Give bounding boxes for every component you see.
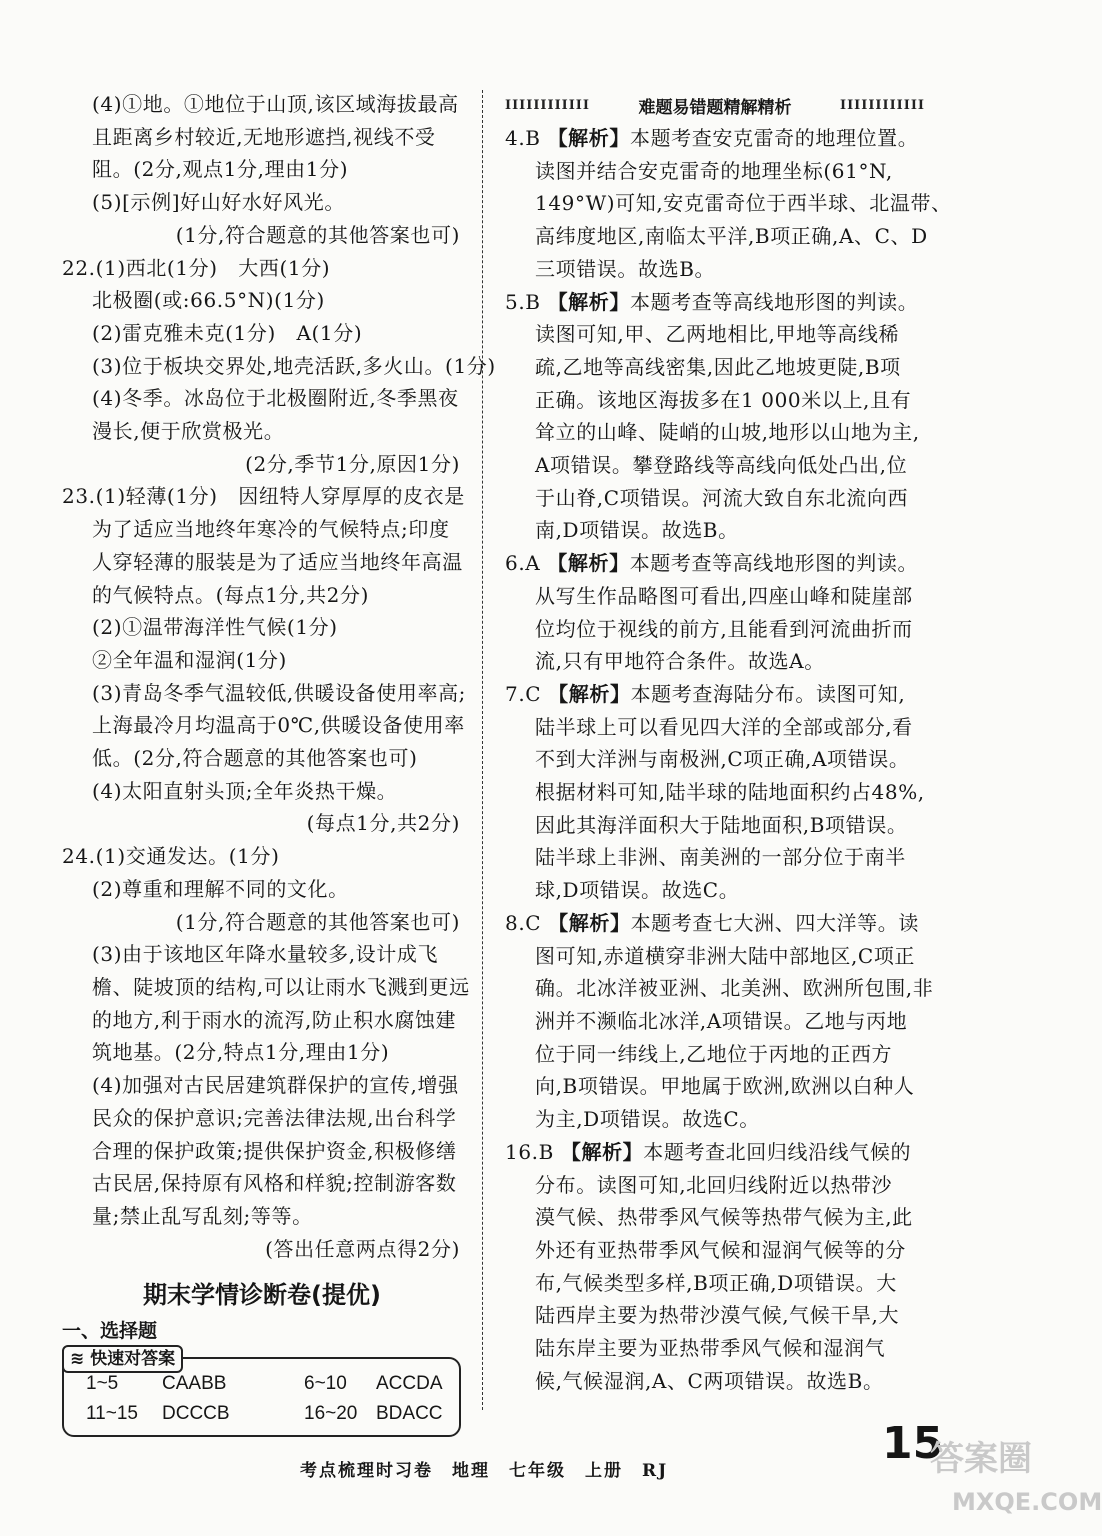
q22-answer [62,252,496,481]
page-number: 15 [882,1418,944,1469]
explanation-line: 洲并不濒临北冰洋,A项错误。乙地与丙地 [535,1008,908,1033]
explanation-line: 为主,D项错误。故选C。 [535,1107,760,1132]
answer-line: 量;禁止乱写乱刻;等等。 [92,1203,313,1228]
analysis-tag: 【解析】 [560,1139,644,1164]
answer-line: 漫长,便于欣赏极光。 [92,419,285,444]
analysis-tag: 【解析】 [547,289,630,314]
answer-line: 檐、陡坡顶的结构,可以让雨水飞溅到更远 [92,974,470,999]
answer-line: 筑地基。(2分,特点1分,理由1分) [92,1040,390,1065]
explanation-first-line [505,286,925,319]
explanation-text: 本题考查海陆分布。读图可知, [630,681,906,706]
explanation-line: 根据材料可知,陆半球的陆地面积约占48%, [535,780,925,805]
score-note: (每点1分,共2分) [306,811,460,836]
explanation-first-line [505,907,925,940]
explanation-list [505,122,952,1397]
answer-line: (4)太阳直射头顶;全年炎热干燥。 [92,778,398,803]
question-number-line: 23.(1)轻薄(1分) 因纽特人穿厚厚的皮衣是 [62,484,465,509]
answer-line: (2)雷克雅未克(1分) A(1分) [92,320,363,345]
explanation-line: 不到大洋洲与南极洲,C项正确,A项错误。 [535,747,910,772]
explanation-line: 因此其海洋面积大于陆地面积,B项错误。 [535,812,908,837]
decor-stripes-right: IIIIIIIIIIII [840,97,925,113]
analysis-tag: 【解析】 [547,551,630,576]
section-subtitle: 一、选择题 [62,1320,158,1343]
explanation-line: 于山脊,C项错误。河流大致自东北流向西 [535,485,909,510]
quick-answer-label-text: 快速对答案 [90,1349,176,1370]
answer-line: (2)①温带海洋性气候(1分) [92,615,338,640]
explanation-line: 陆半球上非洲、南美洲的一部分位于南半 [535,845,906,870]
answer-line: (4)冬季。冰岛位于北极圈附近,冬季黑夜 [92,386,459,411]
answer-line: (2)尊重和理解不同的文化。 [92,876,349,901]
answer-row [86,1403,443,1425]
explanation-first-line [505,678,925,711]
answer-line: 的地方,利于雨水的流泻,防止积水腐蚀建 [92,1007,457,1032]
explanation-line: 陆东岸主要为亚热带季风气候和湿润气 [535,1336,886,1361]
explanation-item [505,286,925,548]
q23-answer [62,480,467,840]
explanation-item [505,678,925,907]
answer-letters: BDACC [376,1403,443,1425]
explanation-line: 读图并结合安克雷奇的地理坐标(61°N, [535,158,893,183]
answer-line: 阻。(2分,观点1分,理由1分) [92,157,349,182]
explanation-text: 本题考查等高线地形图的判读。 [629,289,919,314]
score-note: (答出任意两点得2分) [265,1236,460,1261]
watermark-logo: 答案圈 [930,1439,1032,1479]
explanation-line: 三项错误。故选B。 [535,256,716,281]
answer-line: 人穿轻薄的服装是为了适应当地终年高温 [92,549,463,574]
answer-line: 北极圈(或:66.5°N)(1分) [92,288,325,313]
answer-line: 且距离乡村较近,无地形遮挡,视线不受 [92,124,436,149]
explanation-line: 从写生作品略图可看出,四座山峰和陡崖部 [535,583,913,608]
answer-line: 低。(2分,符合题意的其他答案也可) [92,746,418,771]
explanation-line: 高纬度地区,南临太平洋,B项正确,A、C、D [535,224,928,249]
score-note: (2分,季节1分,原因1分) [245,451,460,476]
explanation-line: 向,B项错误。甲地属于欧洲,欧洲以白种人 [535,1074,915,1099]
watermark-url: MXQE.COM [952,1488,1102,1516]
wave-icon: ≋ [70,1349,85,1370]
column-divider [482,90,483,1410]
question-number: 8.C [505,910,542,935]
range-label: 6~10 [304,1373,347,1395]
quick-answer-box [62,1349,461,1437]
explanation-text: 本题考查七大洲、四大洋等。读 [630,910,919,935]
question-number: 16.B [505,1139,554,1164]
answer-row [86,1373,443,1395]
explanation-line: A项错误。攀登路线等高线向低处凸出,位 [535,453,908,478]
explanation-first-line [505,547,925,580]
answer-line: (4)加强对古民居建筑群保护的宣传,增强 [92,1073,459,1098]
explanation-line: 图可知,赤道横穿非洲大陆中部地区,C项正 [535,943,916,968]
explanation-item [505,1136,925,1398]
quick-answer-label [62,1345,183,1373]
question-number: 5.B [505,289,541,314]
explanation-line: 漠气候、热带季风气候等热带气候为主,此 [535,1205,913,1230]
explanation-item [505,122,952,286]
explanation-text: 本题考查北回归线沿线气候的 [643,1139,912,1164]
explanation-line: 确。北冰洋被亚洲、北美洲、欧洲所包围,非 [535,976,934,1001]
right-column [505,88,952,1397]
explanation-line: 正确。该地区海拔多在1 000米以上,且有 [535,387,912,412]
range-label: 1~5 [86,1373,119,1395]
answer-line: ②全年温和湿润(1分) [92,647,287,672]
range-label: 16~20 [304,1403,358,1425]
explanation-first-line [505,1136,925,1169]
answer-line: 为了适应当地终年寒冷的气候特点;印度 [92,517,450,542]
explanations-header [505,88,925,122]
analysis-tag: 【解析】 [548,681,631,706]
decor-stripes-left: IIIIIIIIIIII [505,97,590,113]
question-number-line: 24.(1)交通发达。(1分) [62,844,280,869]
question-number: 6.A [505,551,541,576]
explanation-line: 分布。读图可知,北回归线附近以热带沙 [535,1172,893,1197]
score-note: (1分,符合题意的其他答案也可) [175,222,460,247]
footer-book-title: 考点梳理时习卷 地理 七年级 上册 RJ [300,1461,669,1481]
answer-line: 合理的保护政策;提供保护资金,积极修缮 [92,1138,457,1163]
section-title: 期末学情诊断卷(提优) [143,1281,381,1310]
answer-letters: DCCCB [162,1403,230,1425]
explanation-text: 本题考查等高线地形图的判读。 [629,551,919,576]
explanation-line: 候,气候湿润,A、C两项错误。故选B。 [535,1368,884,1393]
explanation-line: 读图可知,甲、乙两地相比,甲地等高线稀 [535,322,900,347]
explanation-text: 本题考查安克雷奇的地理位置。 [629,126,919,150]
explanation-item [505,547,925,678]
explanation-line: 疏,乙地等高线密集,因此乙地坡更陡,B项 [535,354,901,379]
answer-letters: ACCDA [376,1373,443,1395]
analysis-tag: 【解析】 [548,910,631,935]
explanation-line: 耸立的山峰、陡峭的山坡,地形以山地为主, [535,420,920,445]
explanations-header-title: 难题易错题精解精析 [638,97,792,118]
score-note: (1分,符合题意的其他答案也可) [175,909,460,934]
explanation-item [505,907,934,1136]
explanation-line: 位均位于视线的前方,且能看到河流曲折而 [535,616,913,641]
explanation-line: 149°W)可知,安克雷奇位于西半球、北温带、 [535,191,952,216]
analysis-tag: 【解析】 [547,126,630,150]
answer-line: (3)位于板块交界处,地壳活跃,多火山。(1分) [92,353,496,378]
explanation-line: 位于同一纬线上,乙地位于丙地的正西方 [535,1041,893,1066]
answer-line: 上海最冷月均温高于0℃,供暖设备使用率 [92,713,465,738]
q21-continuation [62,88,462,252]
answer-line: (4)①地。①地位于山顶,该区域海拔最高 [92,92,459,116]
explanation-first-line [505,122,925,155]
explanation-line: 布,气候类型多样,B项正确,D项错误。大 [535,1270,897,1295]
left-column [62,88,496,1437]
range-label: 11~15 [86,1403,138,1425]
answer-line: (3)青岛冬季气温较低,供暖设备使用率高; [92,680,467,705]
explanation-line: 陆半球上可以看见四大洋的全部或部分,看 [535,714,913,739]
answer-line: 古民居,保持原有风格和样貌;控制游客数 [92,1171,457,1196]
explanation-line: 外还有亚热带季风气候和湿润气候等的分 [535,1237,906,1262]
explanation-line: 南,D项错误。故选B。 [535,518,739,543]
answer-line: 民众的保护意识;完善法律法规,出台科学 [92,1105,457,1130]
explanation-line: 流,只有甲地符合条件。故选A。 [535,649,825,674]
answer-line: 的气候特点。(每点1分,共2分) [92,582,370,607]
q24-answer [62,840,470,1265]
explanation-line: 陆西岸主要为热带沙漠气候,气候干旱,大 [535,1303,900,1328]
answer-letters: CAABB [162,1373,227,1395]
question-number-line: 22.(1)西北(1分) 大西(1分) [62,255,331,280]
answer-line: (5)[示例]好山好水好风光。 [92,190,345,215]
answer-line: (3)由于该地区年降水量较多,设计成飞 [92,942,439,967]
explanation-line: 球,D项错误。故选C。 [535,878,740,903]
question-number: 4.B [505,126,541,150]
question-number: 7.C [505,681,542,706]
